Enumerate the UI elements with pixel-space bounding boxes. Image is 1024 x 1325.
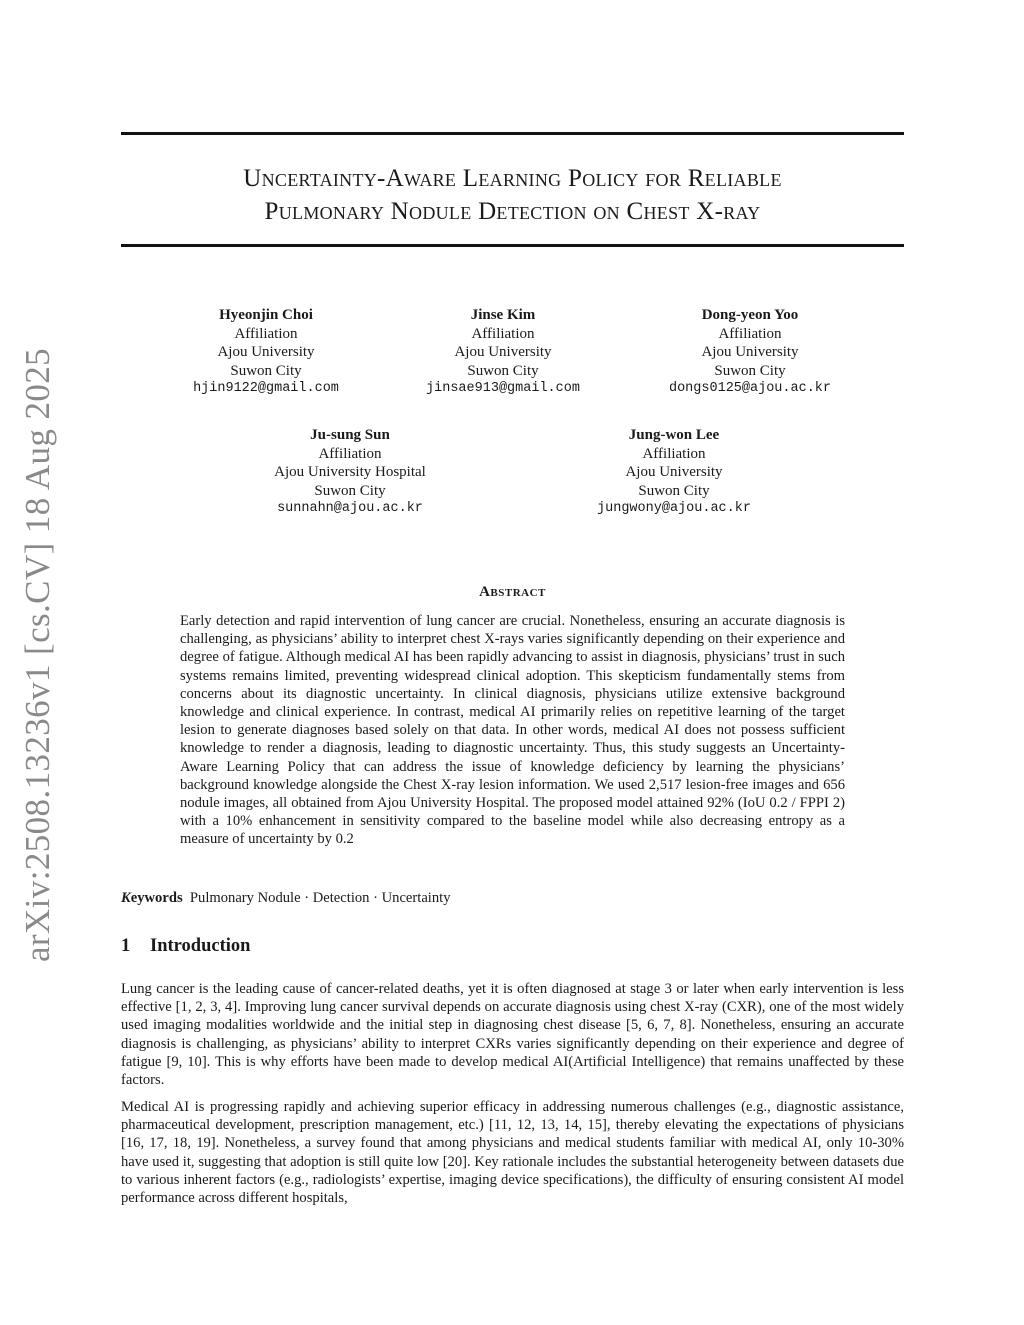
author-institution: Ajou University [454, 344, 552, 360]
title-rule-top [121, 132, 904, 135]
author-affiliation: Affiliation [642, 445, 706, 462]
paragraph: Medical AI is progressing rapidly and achieving superior efficacy in addressing numerous challenges (e.g., diagnostic assistance, pharmaceutical development, prescription management, etc.) [11, 12, 13, 14, 15], thereby elevating the expectations of physicians [16, 17, 18, 19]. Nonetheless, a survey found that among physicians and medical students familiar with medical AI, only 10-30% have used it, suggesting that adoption is still quite low [20]. Key rationale includes the substantial heterogeneity between datasets due to various inherent factors (e.g., radiologists’ expertise, imaging device specifications), the difficulty of ensuring consistent AI model performance across different hospitals, [121, 1099, 904, 1207]
author-block [156, 306, 376, 399]
author-name: Ju-sung Sun [310, 427, 390, 443]
author-email[interactable]: sunnahn@ajou.ac.kr [277, 501, 423, 516]
keywords-label [121, 890, 183, 906]
keywords-line [121, 890, 451, 907]
author-block [640, 306, 860, 399]
author-city: Suwon City [467, 362, 539, 379]
author-name: Jinse Kim [470, 307, 536, 323]
author-institution: Ajou University [701, 344, 799, 360]
author-name: Hyeonjin Choi [219, 307, 313, 323]
author-email[interactable]: jinsae913@gmail.com [426, 381, 580, 396]
paper-title [121, 162, 904, 228]
author-city: Suwon City [230, 362, 302, 379]
author-institution: Ajou University [217, 344, 315, 360]
author-name: Jung-won Lee [628, 427, 720, 443]
author-institution: Ajou University Hospital [274, 464, 426, 480]
keywords-label-rest: eywords [130, 890, 183, 906]
author-affiliation: Affiliation [471, 325, 535, 342]
author-block [393, 306, 613, 399]
title-line-2: Pulmonary Nodule Detection on Chest X-ray [264, 198, 761, 225]
author-affiliation: Affiliation [718, 325, 782, 342]
author-affiliation: Affiliation [318, 445, 382, 462]
author-city: Suwon City [638, 482, 710, 499]
author-email[interactable]: dongs0125@ajou.ac.kr [668, 381, 832, 396]
author-block [564, 426, 784, 519]
title-rule-bottom [121, 244, 904, 247]
abstract-heading: Abstract [479, 584, 546, 600]
author-city: Suwon City [714, 362, 786, 379]
title-line-1: Uncertainty-Aware Learning Policy for Reliable [243, 165, 782, 192]
keywords-label-initial: K [121, 890, 131, 906]
author-affiliation: Affiliation [234, 325, 298, 342]
arxiv-identifier: arXiv:2508.13236v1 [cs.CV] 18 Aug 2025 [18, 347, 57, 962]
author-city: Suwon City [314, 482, 386, 499]
author-email[interactable]: hjin9122@gmail.com [193, 381, 339, 396]
author-block [240, 426, 460, 519]
section-number: 1 [121, 936, 131, 956]
paragraph: Lung cancer is the leading cause of cancer-related deaths, yet it is often diagnosed at stage 3 or later when early intervention is less effective [1, 2, 3, 4]. Improving lung cancer survival depends on accurate diagnosis using chest X-ray (CXR), one of the most widely used imaging modalities worldwide and the initial step in diagnosing chest disease [5, 6, 7, 8]. Nonetheless, ensuring an accurate diagnosis is challenging, as physicians’ ability to interpret CXRs varies significantly depending on their experience and degree of fatigue [9, 10]. This is why efforts have been made to develop medical AI(Artificial Intelligence) that remains unaffected by these factors. [121, 981, 904, 1089]
author-email[interactable]: jungwony@ajou.ac.kr [597, 501, 751, 516]
author-name: Dong-yeon Yoo [701, 307, 799, 323]
section-heading [121, 936, 250, 957]
author-institution: Ajou University [625, 464, 723, 480]
abstract-body: Early detection and rapid intervention of lung cancer are crucial. Nonetheless, ensuring an accurate diagnosis is challenging, as physicians’ ability to interpret chest X-rays varies significantly depending on their experience and degree of fatigue. Although medical AI has been rapidly advancing to assist in diagnosis, physicians’ trust in such systems remains limited, preventing widespread clinical adoption. This skepticism fundamentally stems from concerns about its diagnostic uncertainty. In clinical diagnosis, physicians utilize extensive background knowledge and clinical experience. In contrast, medical AI primarily relies on repetitive learning of the target lesion to generate diagnoses based solely on that data. In other words, medical AI does not possess sufficient knowledge to render a diagnosis, leading to diagnostic uncertainty. Thus, this study suggests an Uncertainty-Aware Learning Policy that can address the issue of knowledge deficiency by learning the physicians’ background knowledge alongside the Chest X-ray lesion information. We used 2,517 lesion-free images and 656 nodule images, all obtained from Ajou University Hospital. The proposed model attained 92% (IoU 0.2 / FPPI 2) with a 10% enhancement in sensitivity compared to the baseline model while also decreasing entropy as a measure of uncertainty by 0.2 [180, 613, 845, 848]
keywords-text: Pulmonary Nodule · Detection · Uncertainty [189, 890, 451, 906]
section-title: Introduction [150, 936, 251, 956]
